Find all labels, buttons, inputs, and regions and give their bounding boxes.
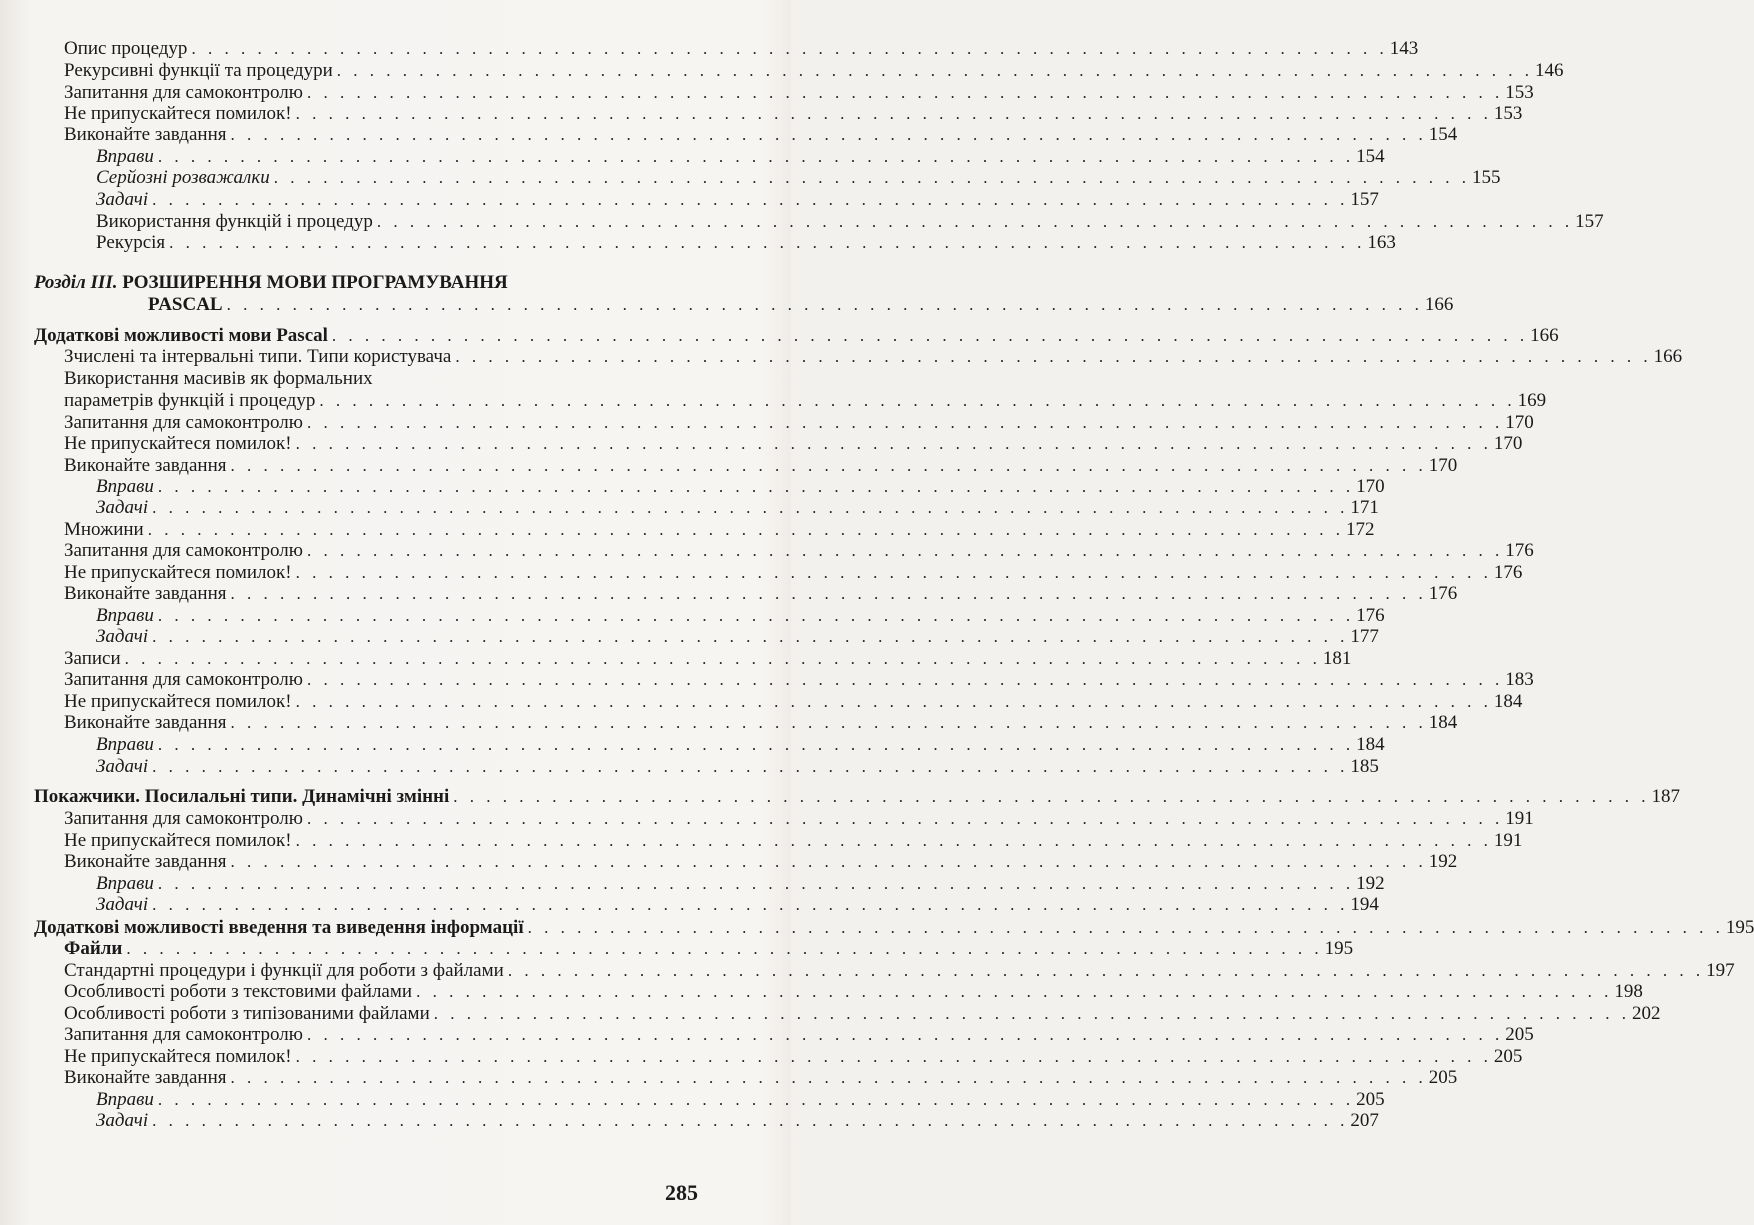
toc-entry: [64, 808, 1534, 830]
dot-leader: . . . . . . . . . . . . . . . . . . . . . . . . . . . . . . . . . . . . . . . . . . . . . . . . . . . . . . . . . . . . . . . . . . . . . . . . .: [306, 413, 1504, 432]
toc-entry-title: Покажчики. Посилальні типи. Динамічні змінні: [34, 786, 450, 807]
toc-entry-page: 198: [1614, 981, 1643, 1002]
section-label: Розділ III.: [34, 272, 118, 293]
toc-entry: [96, 189, 1379, 211]
toc-entry-page: 170: [1493, 433, 1523, 454]
toc-entry: [34, 325, 1559, 347]
toc-entry: [96, 167, 1501, 189]
toc-entry-page: 181: [1322, 648, 1352, 669]
toc-entry-title: Виконайте завдання: [64, 1067, 227, 1088]
toc-entry: [64, 648, 1352, 670]
toc-entry-title: Зчислені та інтервальні типи. Типи користувача: [64, 346, 452, 367]
dot-leader: . . . . . . . . . . . . . . . . . . . . . . . . . . . . . . . . . . . . . . . . . . . . . . . . . . . . . . . . . . . . . . . . . . . . . . . . .: [453, 787, 1650, 806]
dot-leader: . . . . . . . . . . . . . . . . . . . . . . . . . . . . . . . . . . . . . . . . . . . . . . . . . . . . . . . . . . . . . . . . . . . . . . . . .: [273, 168, 1470, 187]
toc-entry-title: Запитання для самоконтролю: [64, 82, 303, 103]
dot-leader: . . . . . . . . . . . . . . . . . . . . . . . . . . . . . . . . . . . . . . . . . . . . . . . . . . . . . . . . . . . . . . . . . . . . . . . . .: [527, 918, 1724, 937]
toc-entry: [34, 272, 698, 294]
toc-entry-title: Додаткові можливості мови Pascal: [34, 325, 328, 346]
toc-entry-title: Не припускайтеся помилок!: [64, 562, 292, 583]
toc-entry: [96, 605, 1385, 627]
toc-entry: [64, 1046, 1523, 1068]
toc-entry-page: 192: [1356, 873, 1385, 894]
toc-entry-title: Виконайте завдання: [64, 851, 227, 872]
toc-entry-title: Задачі: [96, 189, 149, 210]
toc-entry: [64, 851, 1458, 873]
toc-entry-page: 205: [1428, 1067, 1458, 1088]
toc-entry: [64, 712, 1458, 734]
toc-entry: [96, 146, 1385, 168]
toc-entry-page: 157: [1350, 189, 1379, 210]
toc-entry: [64, 669, 1534, 691]
toc-entry-page: 187: [1651, 786, 1681, 807]
section-title: РОЗШИРЕННЯ МОВИ ПРОГРАМУВАННЯ: [117, 272, 508, 293]
dot-leader: . . . . . . . . . . . . . . . . . . . . . . . . . . . . . . . . . . . . . . . . . . . . . . . . . . . . . . . . . . . . . . . . . . . . . . . . .: [169, 233, 1366, 252]
toc-entry-title: Вправи: [96, 605, 154, 626]
toc-entry-page: 166: [1653, 346, 1683, 367]
dot-leader: . . . . . . . . . . . . . . . . . . . . . . . . . . . . . . . . . . . . . . . . . . . . . . . . . . . . . . . . . . . . . . . . . . . . . . . . .: [295, 563, 1492, 582]
toc-entry: [64, 390, 1547, 412]
toc-entry-page: 207: [1350, 1110, 1379, 1131]
toc-entry-title: Серйозні розважалки: [96, 167, 270, 188]
toc-entry-page: 172: [1345, 519, 1375, 540]
dot-leader: . . . . . . . . . . . . . . . . . . . . . . . . . . . . . . . . . . . . . . . . . . . . . . . . . . . . . . . . . . . . . . . . . . . . . . . . .: [126, 939, 1323, 958]
dot-leader: . . . . . . . . . . . . . . . . . . . . . . . . . . . . . . . . . . . . . . . . . . . . . . . . . . . . . . . . . . . . . . . . . . . . . . . . .: [124, 649, 1321, 668]
toc-entry: [64, 1067, 1458, 1089]
dot-leader: . . . . . . . . . . . . . . . . . . . . . . . . . . . . . . . . . . . . . . . . . . . . . . . . . . . . . . . . . . . . . . . . . . . . . . . . .: [147, 520, 1344, 539]
dot-leader: . . . . . . . . . . . . . . . . . . . . . . . . . . . . . . . . . . . . . . . . . . . . . . . . . . . . . . . . . . . . . . . . . . . . . . . . .: [306, 670, 1504, 689]
toc-entry-page: 176: [1505, 540, 1534, 561]
toc-entry: [64, 433, 1523, 455]
dot-leader: . . . . . . . . . . . . . . . . . . . . . . . . . . . . . . . . . . . . . . . . . . . . . . . . . . . . . . . . . . . . . . . . . . . . . . . . .: [433, 1004, 1630, 1023]
toc-entry: [96, 894, 1379, 916]
toc-entry-page: 202: [1631, 1003, 1661, 1024]
toc-entry-title: Запитання для самоконтролю: [64, 1024, 303, 1045]
toc-entry-page: 153: [1505, 82, 1534, 103]
toc-entry-title: Не припускайтеся помилок!: [64, 1046, 292, 1067]
toc-entry-title: Задачі: [96, 626, 149, 647]
toc-entry-page: 194: [1350, 894, 1379, 915]
toc-entry-page: 157: [1575, 211, 1604, 232]
toc-entry-title: [34, 272, 512, 294]
toc-entry-title: Виконайте завдання: [64, 455, 227, 476]
toc-entry-title: Задачі: [96, 894, 149, 915]
toc-entry-title: Запитання для самоконтролю: [64, 412, 303, 433]
toc-entry-page: 191: [1505, 808, 1534, 829]
toc-entry-page: 184: [1356, 734, 1385, 755]
toc-entry-page: 163: [1367, 232, 1396, 253]
toc-entry-title: Задачі: [96, 756, 149, 777]
toc-entry-title: Особливості роботи з типізованими файлами: [64, 1003, 430, 1024]
dot-leader: . . . . . . . . . . . . . . . . . . . . . . . . . . . . . . . . . . . . . . . . . . . . . . . . . . . . . . . . . . . . . . . . . . . . . . . . .: [295, 104, 1492, 123]
toc-entry: [64, 60, 1564, 82]
toc-entry-page: 197: [1706, 960, 1735, 981]
toc-entry-page: 170: [1428, 455, 1458, 476]
toc-entry: [34, 786, 1681, 808]
toc-entry: [64, 412, 1534, 434]
toc-entry-title: Опис процедур: [64, 38, 188, 59]
toc-entry-title: Запитання для самоконтролю: [64, 808, 303, 829]
toc-entry-page: 205: [1356, 1089, 1385, 1110]
toc-entry: [96, 211, 1604, 233]
toc-entry: [64, 938, 1354, 960]
toc-entry: [96, 1110, 1379, 1132]
dot-leader: . . . . . . . . . . . . . . . . . . . . . . . . . . . . . . . . . . . . . . . . . . . . . . . . . . . . . . . . . . . . . . . . . . . . . . . . .: [191, 39, 1388, 58]
toc-entry-title: Не припускайтеся помилок!: [64, 433, 292, 454]
toc-entry: [96, 232, 1396, 254]
toc-entry: [64, 562, 1523, 584]
dot-leader: . . . . . . . . . . . . . . . . . . . . . . . . . . . . . . . . . . . . . . . . . . . . . . . . . . . . . . . . . . . . . . . . . . . . . . . . .: [336, 61, 1534, 80]
toc-entry-page: 192: [1428, 851, 1458, 872]
dot-leader: . . . . . . . . . . . . . . . . . . . . . . . . . . . . . . . . . . . . . . . . . . . . . . . . . . . . . . . . . . . . . . . . . . . . . . . . .: [295, 692, 1492, 711]
toc-entry: [96, 626, 1379, 648]
dot-leader: . . . . . . . . . . . . . . . . . . . . . . . . . . . . . . . . . . . . . . . . . . . . . . . . . . . . . . . . . . . . . . . . . . . . . . . . .: [152, 895, 1349, 914]
dot-leader: . . . . . . . . . . . . . . . . . . . . . . . . . . . . . . . . . . . . . . . . . . . . . . . . . . . . . . . . . . . . . . . . . . . . . . . . .: [152, 1111, 1349, 1130]
toc-entry-title: Не припускайтеся помилок!: [64, 691, 292, 712]
toc-entry-page: 143: [1389, 38, 1419, 59]
toc-entry-title: Не припускайтеся помилок!: [64, 830, 292, 851]
toc-entry-title: Задачі: [96, 1110, 149, 1131]
toc-entry-page: 166: [1530, 325, 1559, 346]
toc-entry: [96, 756, 1379, 778]
toc-entry-page: 170: [1505, 412, 1534, 433]
dot-leader: . . . . . . . . . . . . . . . . . . . . . . . . . . . . . . . . . . . . . . . . . . . . . . . . . . . . . . . . . . . . . . . . . . . . . . . . .: [295, 1047, 1492, 1066]
toc-entry: [64, 1003, 1661, 1025]
toc-entry: [96, 476, 1385, 498]
toc-entry-title: Запитання для самоконтролю: [64, 540, 303, 561]
toc-entry-title: Вправи: [96, 476, 154, 497]
dot-leader: . . . . . . . . . . . . . . . . . . . . . . . . . . . . . . . . . . . . . . . . . . . . . . . . . . . . . . . . . . . . . . . . . . . . . . . . .: [295, 831, 1492, 850]
toc-entry-title: Виконайте завдання: [64, 124, 227, 145]
toc-entry-page: 176: [1493, 562, 1523, 583]
toc-entry: [64, 691, 1523, 713]
dot-leader: . . . . . . . . . . . . . . . . . . . . . . . . . . . . . . . . . . . . . . . . . . . . . . . . . . . . . . . . . . . . . . . . . . . . . . . . .: [507, 961, 1705, 980]
toc-entry-title: Вправи: [96, 146, 154, 167]
toc-entry-title: Вправи: [96, 873, 154, 894]
toc-entry: [64, 519, 1375, 541]
dot-leader: . . . . . . . . . . . . . . . . . . . . . . . . . . . . . . . . . . . . . . . . . . . . . . . . . . . . . . . . . . . . . . . . . . . . . . . . .: [376, 212, 1574, 231]
dot-leader: . . . . . . . . . . . . . . . . . . . . . . . . . . . . . . . . . . . . . . . . . . . . . . . . . . . . . . . . . . . . . . . . . . . . . . . . .: [152, 190, 1349, 209]
toc-entry-page: 183: [1505, 669, 1534, 690]
toc-entry-title: Множини: [64, 519, 144, 540]
toc-entry-page: 155: [1471, 167, 1501, 188]
dot-leader: . . . . . . . . . . . . . . . . . . . . . . . . . . . . . . . . . . . . . . . . . . . . . . . . . . . . . . . . . . . . . . . . . . . . . . . . .: [157, 1090, 1355, 1109]
toc-entry: [96, 873, 1385, 895]
toc-entry-page: 170: [1356, 476, 1385, 497]
toc-entry-page: 171: [1350, 497, 1379, 518]
toc-entry-page: 205: [1505, 1024, 1534, 1045]
dot-leader: . . . . . . . . . . . . . . . . . . . . . . . . . . . . . . . . . . . . . . . . . . . . . . . . . . . . . . . . . . . . . . . . . . . . . . . . .: [416, 982, 1613, 1001]
toc-entry-page: 191: [1493, 830, 1523, 851]
toc-entry: [148, 294, 1454, 316]
toc-entry-title: Рекурсивні функції та процедури: [64, 60, 333, 81]
toc-entry-page: 166: [1424, 294, 1454, 315]
dot-leader: . . . . . . . . . . . . . . . . . . . . . . . . . . . . . . . . . . . . . . . . . . . . . . . . . . . . . . . . . . . . . . . . . . . . . . . . .: [306, 809, 1504, 828]
toc-entry-title: Файли: [64, 938, 123, 959]
toc-entry: [64, 1024, 1534, 1046]
toc-entry: [64, 583, 1458, 605]
dot-leader: . . . . . . . . . . . . . . . . . . . . . . . . . . . . . . . . . . . . . . . . . . . . . . . . . . . . . . . . . . . . . . . . . . . . . . . . .: [230, 713, 1427, 732]
toc-entry-page: 176: [1356, 605, 1385, 626]
dot-leader: . . . . . . . . . . . . . . . . . . . . . . . . . . . . . . . . . . . . . . . . . . . . . . . . . . . . . . . . . . . . . . . . . . . . . . . . .: [157, 606, 1355, 625]
toc-entry: [96, 734, 1385, 756]
toc-entry-page: 205: [1493, 1046, 1523, 1067]
dot-leader: . . . . . . . . . . . . . . . . . . . . . . . . . . . . . . . . . . . . . . . . . . . . . . . . . . . . . . . . . . . . . . . . . . . . . . . . .: [455, 347, 1652, 366]
dot-leader: . . . . . . . . . . . . . . . . . . . . . . . . . . . . . . . . . . . . . . . . . . . . . . . . . . . . . . . . . . . . . . . . . . . . . . . . .: [157, 477, 1355, 496]
toc-entry-title: Рекурсія: [96, 232, 166, 253]
toc-entry-page: 176: [1428, 583, 1458, 604]
dot-leader: . . . . . . . . . . . . . . . . . . . . . . . . . . . . . . . . . . . . . . . . . . . . . . . . . . . . . . . . . . . . . . . . . . . . . . . . .: [230, 584, 1427, 603]
toc-entry-page: 184: [1428, 712, 1458, 733]
toc-entry: [64, 82, 1534, 104]
toc-entry-title: Задачі: [96, 497, 149, 518]
toc-entry-page: 146: [1535, 60, 1564, 81]
toc-entry-page: 185: [1350, 756, 1379, 777]
dot-leader: . . . . . . . . . . . . . . . . . . . . . . . . . . . . . . . . . . . . . . . . . . . . . . . . . . . . . . . . . . . . . . . . . . . . . . . . .: [230, 456, 1427, 475]
toc-entry-page: 195: [1324, 938, 1354, 959]
toc-entry-title: Особливості роботи з текстовими файлами: [64, 981, 413, 1002]
dot-leader: . . . . . . . . . . . . . . . . . . . . . . . . . . . . . . . . . . . . . . . . . . . . . . . . . . . . . . . . . . . . . . . . . . . . . . . . .: [226, 295, 1423, 314]
toc-entry-page: 153: [1493, 103, 1523, 124]
toc-entry-title: Стандартні процедури і функції для роботи з файлами: [64, 960, 504, 981]
toc-entry: [34, 917, 1754, 939]
toc-entry-title: Вправи: [96, 734, 154, 755]
toc-entry: [64, 103, 1523, 125]
dot-leader: . . . . . . . . . . . . . . . . . . . . . . . . . . . . . . . . . . . . . . . . . . . . . . . . . . . . . . . . . . . . . . . . . . . . . . . . .: [152, 627, 1349, 646]
dot-leader: . . . . . . . . . . . . . . . . . . . . . . . . . . . . . . . . . . . . . . . . . . . . . . . . . . . . . . . . . . . . . . . . . . . . . . . . .: [331, 326, 1529, 345]
toc-entry-page: 154: [1428, 124, 1458, 145]
dot-leader: . . . . . . . . . . . . . . . . . . . . . . . . . . . . . . . . . . . . . . . . . . . . . . . . . . . . . . . . . . . . . . . . . . . . . . . . .: [295, 434, 1492, 453]
dot-leader: . . . . . . . . . . . . . . . . . . . . . . . . . . . . . . . . . . . . . . . . . . . . . . . . . . . . . . . . . . . . . . . . . . . . . . . . .: [152, 757, 1349, 776]
toc-entry: [96, 497, 1379, 519]
toc-entry-title: параметрів функцій і процедур: [64, 390, 316, 411]
dot-leader: . . . . . . . . . . . . . . . . . . . . . . . . . . . . . . . . . . . . . . . . . . . . . . . . . . . . . . . . . . . . . . . . . . . . . . . . .: [157, 735, 1355, 754]
toc-entry: [64, 124, 1458, 146]
toc-entry-title: Запитання для самоконтролю: [64, 669, 303, 690]
toc-entry: [64, 960, 1735, 982]
dot-leader: . . . . . . . . . . . . . . . . . . . . . . . . . . . . . . . . . . . . . . . . . . . . . . . . . . . . . . . . . . . . . . . . . . . . . . . . .: [152, 498, 1349, 517]
dot-leader: . . . . . . . . . . . . . . . . . . . . . . . . . . . . . . . . . . . . . . . . . . . . . . . . . . . . . . . . . . . . . . . . . . . . . . . . .: [319, 391, 1516, 410]
toc-entry-title: Записи: [64, 648, 121, 669]
toc-entry: [64, 540, 1534, 562]
toc-entry: [96, 1089, 1385, 1111]
dot-leader: . . . . . . . . . . . . . . . . . . . . . . . . . . . . . . . . . . . . . . . . . . . . . . . . . . . . . . . . . . . . . . . . . . . . . . . . .: [230, 852, 1427, 871]
toc-entry-title: Додаткові можливості введення та виведення інформації: [34, 917, 524, 938]
toc-entry-page: 184: [1493, 691, 1523, 712]
toc-entry-title: Вправи: [96, 1089, 154, 1110]
toc-entry: [64, 368, 698, 390]
page-number: 285: [665, 1180, 698, 1205]
toc-entry-page: 154: [1356, 146, 1385, 167]
toc-entry-title: PASCAL: [148, 294, 223, 315]
toc-entry-title: Не припускайтеся помилок!: [64, 103, 292, 124]
dot-leader: . . . . . . . . . . . . . . . . . . . . . . . . . . . . . . . . . . . . . . . . . . . . . . . . . . . . . . . . . . . . . . . . . . . . . . . . .: [157, 874, 1355, 893]
toc-entry-title: Використання масивів як формальних: [64, 368, 373, 389]
toc-entry: [64, 981, 1643, 1003]
toc-entry: [64, 38, 1419, 60]
dot-leader: . . . . . . . . . . . . . . . . . . . . . . . . . . . . . . . . . . . . . . . . . . . . . . . . . . . . . . . . . . . . . . . . . . . . . . . . .: [230, 1068, 1427, 1087]
toc-entry-page: 177: [1350, 626, 1379, 647]
toc-entry-title: Виконайте завдання: [64, 583, 227, 604]
toc-entry-page: 169: [1517, 390, 1547, 411]
dot-leader: . . . . . . . . . . . . . . . . . . . . . . . . . . . . . . . . . . . . . . . . . . . . . . . . . . . . . . . . . . . . . . . . . . . . . . . . .: [306, 83, 1504, 102]
dot-leader: . . . . . . . . . . . . . . . . . . . . . . . . . . . . . . . . . . . . . . . . . . . . . . . . . . . . . . . . . . . . . . . . . . . . . . . . .: [306, 541, 1504, 560]
toc-entry: [64, 346, 1683, 368]
toc-entry-title: Виконайте завдання: [64, 712, 227, 733]
dot-leader: . . . . . . . . . . . . . . . . . . . . . . . . . . . . . . . . . . . . . . . . . . . . . . . . . . . . . . . . . . . . . . . . . . . . . . . . .: [306, 1025, 1504, 1044]
toc-entry: [64, 455, 1458, 477]
toc-entry-title: Використання функцій і процедур: [96, 211, 373, 232]
dot-leader: . . . . . . . . . . . . . . . . . . . . . . . . . . . . . . . . . . . . . . . . . . . . . . . . . . . . . . . . . . . . . . . . . . . . . . . . .: [157, 147, 1355, 166]
dot-leader: . . . . . . . . . . . . . . . . . . . . . . . . . . . . . . . . . . . . . . . . . . . . . . . . . . . . . . . . . . . . . . . . . . . . . . . . .: [230, 125, 1427, 144]
toc-entry-page: 195: [1725, 917, 1754, 938]
toc-entry: [64, 830, 1523, 852]
